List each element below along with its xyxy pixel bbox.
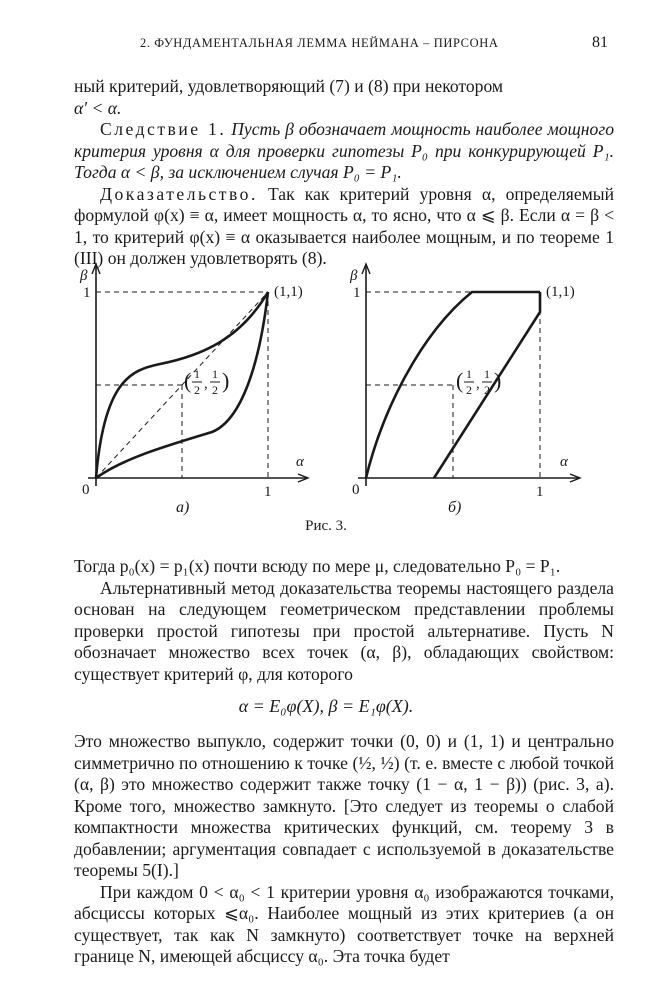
figure-3 (70, 252, 630, 552)
right-y-axis-label: β (350, 268, 358, 284)
left-half-a-num: 1 (194, 367, 200, 381)
right-x-axis-label: α (560, 454, 568, 470)
corollary-text: Пусть β обозначает мощность наиболее мощного критерия уровня α для проверки гипотезы P₀ при конкурирующей P₁. Тогда α < β, за исключением случая P₀ = P₁. (74, 119, 614, 182)
figure-caption: Рис. 3. (305, 518, 347, 534)
paragraph-level-tests: При каждом 0 < α₀ < 1 критерии уровня α₀ изображаются точками, абсциссы которых ⩽α₀. Наиболее мощный из этих критериев (а он существует, так как N замкнуто) соответствует точке на верхней границе N, имеющей абсциссу α₀. Эта точка будет (74, 881, 614, 966)
left-y-axis-label: β (80, 268, 88, 284)
left-bracket-open: ( (184, 368, 192, 393)
left-one-y-label: 1 (83, 285, 91, 301)
paragraph-continuation (74, 76, 614, 119)
paragraph-conclusion: Тогда p₀(x) = p₁(x) почти всюду по мере μ, следовательно P₀ = P₁. (74, 556, 561, 576)
corollary-label: Следствие 1. (100, 119, 227, 139)
left-panel-label: а) (176, 499, 190, 516)
right-half-a-den: 2 (466, 383, 472, 397)
running-head: 2. ФУНДАМЕНТАЛЬНАЯ ЛЕММА НЕЙМАНА – ПИРСОНА (140, 36, 499, 50)
continuation-line: ный критерий, удовлетворяющий (7) и (8) при некотором (74, 76, 504, 96)
left-comma: , (204, 376, 208, 392)
left-x-axis-label: α (296, 454, 304, 470)
continuation-end: α′ < α. (74, 97, 122, 118)
proof-label: Доказательство. (100, 183, 258, 204)
corollary (74, 119, 614, 184)
proof-text: Так как критерий уровня α, определяемый формулой φ(x) ≡ α, имеет мощность α, то ясно, что α ⩽ β. Если α = β < 1, то критерий φ(x) ≡ α оказывается наиболее мощным, и по теореме 1 (III) он должен удовлетворять (8). (74, 183, 614, 268)
left-half-a-den: 2 (194, 383, 200, 397)
left-point-11-label: (1,1) (274, 284, 303, 300)
right-comma: , (476, 376, 480, 392)
middle-text (74, 556, 614, 685)
right-half-b-num: 1 (484, 367, 490, 381)
paragraph-geometric-method: Альтернативный метод доказательства теоремы настоящего раздела основан на следующем геометрическом представлении проблемы проверки простой гипотезы при простой альтернативе. Пусть N обозначает множество всех точек (α, β), обладающих свойством: существует критерий φ, для которого (74, 577, 614, 684)
left-bracket-close: ) (222, 368, 230, 393)
right-half-a-num: 1 (466, 367, 472, 381)
right-one-x-label: 1 (536, 484, 544, 500)
right-bracket-open: ( (456, 368, 464, 393)
right-point-11-label: (1,1) (546, 284, 575, 300)
formula-alpha-beta: α = E₀φ(X), β = E₁φ(X). (238, 696, 414, 716)
right-one-y-label: 1 (353, 285, 361, 301)
right-origin-label: 0 (352, 482, 360, 498)
page-header (0, 34, 652, 54)
page-number: 81 (592, 34, 608, 51)
right-panel-label: б) (448, 499, 462, 516)
bottom-text (74, 731, 614, 968)
paragraph-convex-set: Это множество выпукло, содержит точки (0, 0) и (1, 1) и центрально симметрично по отношению к точке (½, ½) (т. е. вместе с любой точкой (α, β) это множество содержит также точку (1 − α, 1 − β)) (рис. 3, а). Кроме того, множество замкнуто. [Это следует из теоремы о слабой компактности множества критических функций, см. теорему 3 в добавлении; аргументация совпадает с используемой в доказательстве теоремы 5(I).] (74, 731, 614, 880)
left-origin-label: 0 (82, 482, 90, 498)
right-bracket-close: ) (494, 368, 502, 393)
right-half-b-den: 2 (484, 383, 490, 397)
left-half-b-den: 2 (212, 383, 218, 397)
left-one-x-label: 1 (264, 484, 272, 500)
top-text (74, 76, 614, 270)
left-half-b-num: 1 (212, 367, 218, 381)
